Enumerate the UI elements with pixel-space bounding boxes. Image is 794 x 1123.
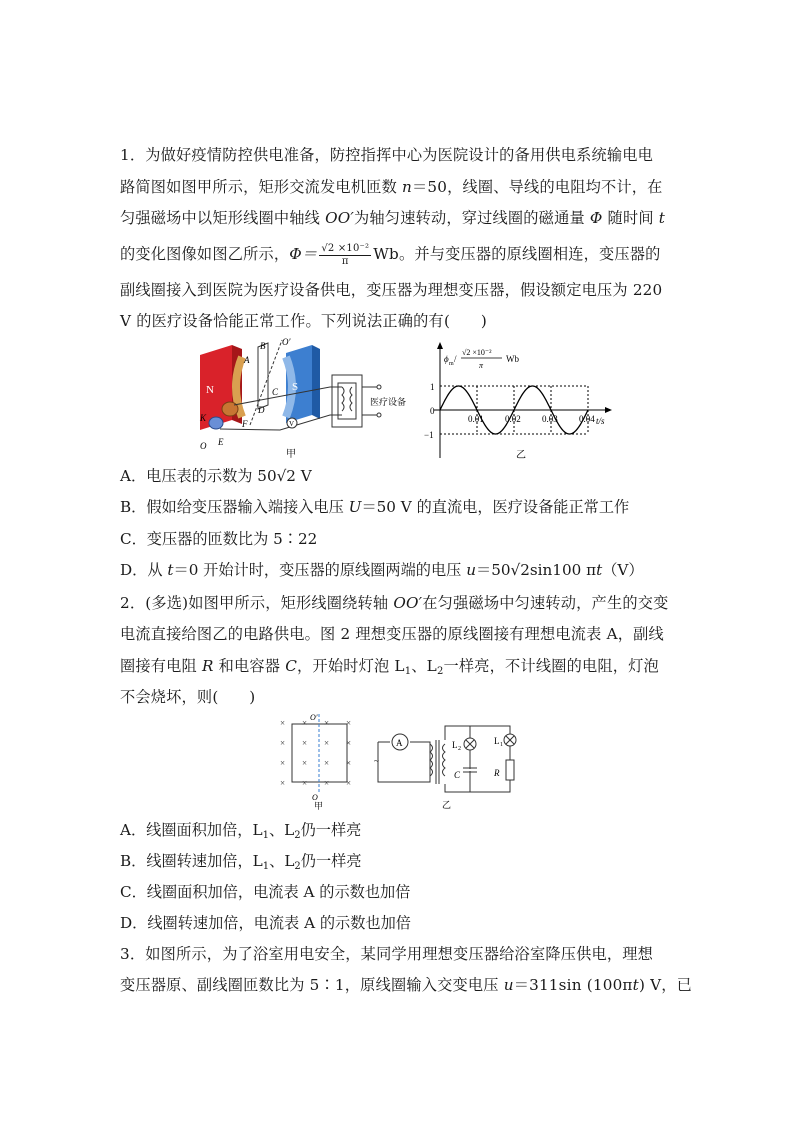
svg-text:2: 2 — [458, 746, 461, 752]
q2-option-d[interactable]: D．线圈转速加倍，电流表 A 的示数也加倍 — [120, 914, 411, 932]
q1-line-2: 路简图如图甲所示，矩形交流发电机匝数 n＝50，线圈、导线的电阻均不计，在 — [120, 178, 663, 196]
q1-line-6: V 的医疗设备恰能正常工作。下列说法正确的有( ) — [120, 312, 487, 330]
q2-line-1: 2．(多选)如图甲所示，矩形线圈绕转轴 OO′在匀强磁场中匀速转动，产生的交变 — [120, 594, 669, 612]
field-x-mark: × — [302, 778, 308, 788]
caption-jia-2: 甲 — [314, 801, 324, 810]
label-s: S — [292, 381, 299, 393]
svg-text:B: B — [260, 341, 266, 351]
q2-option-c[interactable]: C．线圈面积加倍，电流表 A 的示数也加倍 — [120, 883, 411, 901]
flux-graph — [420, 340, 620, 465]
circuit-figure — [370, 712, 530, 812]
field-x-mark: × — [324, 738, 330, 748]
coil-field-figure — [272, 710, 362, 810]
svg-text:−1: −1 — [424, 430, 434, 440]
svg-text:0.03: 0.03 — [542, 414, 558, 424]
q1-option-c[interactable]: C．变压器的匝数比为 5∶22 — [120, 530, 318, 548]
q3-line-2: 变压器原、副线圈匝数比为 5∶1，原线圈输入交变电压 u＝311sin (100πt) V，已 — [120, 976, 693, 994]
svg-text:F: F — [242, 419, 248, 429]
svg-text:ϕ: ϕ — [444, 354, 449, 364]
svg-text:1: 1 — [430, 382, 435, 392]
svg-text:C: C — [272, 387, 279, 397]
field-x-mark: × — [346, 738, 352, 748]
svg-text:E: E — [218, 437, 224, 447]
flux-fraction: $\frac{\text{√2 ×10⁻²}}{\pi}$ — [321, 242, 370, 267]
field-x-mark: × — [280, 778, 286, 788]
svg-text:0.04: 0.04 — [579, 414, 595, 424]
field-x-mark: × — [302, 738, 308, 748]
svg-text:A: A — [244, 355, 250, 365]
svg-text:√2 ×10⁻²: √2 ×10⁻² — [462, 348, 492, 357]
q2-option-a[interactable]: A．线圈面积加倍，$L_1$、$L_2$仍一样亮 — [120, 821, 362, 841]
svg-text:A: A — [396, 738, 403, 748]
field-x-mark: × — [346, 758, 352, 768]
field-x-mark: × — [280, 758, 286, 768]
svg-text:t/s: t/s — [596, 416, 605, 426]
svg-text:C: C — [454, 770, 461, 780]
q1-line-1: 1．为做好疫情防控供电准备，防控指挥中心为医院设计的备用供电系统输电电 — [120, 146, 654, 164]
field-x-mark: × — [346, 778, 352, 788]
svg-text:K: K — [200, 413, 207, 423]
caption-jia: 甲 — [286, 449, 296, 460]
svg-text:0.01: 0.01 — [468, 414, 484, 424]
q3-line-1: 3．如图所示，为了浴室用电安全，某同学用理想变压器给浴室降压供电，理想 — [120, 945, 654, 963]
q1-option-b[interactable]: B．假如给变压器输入端接入电压 U＝50 V 的直流电，医疗设备能正常工作 — [120, 498, 630, 516]
q1-line-4: 的变化图像如图乙所示，Φ＝ $\frac{\text{√2 ×10⁻²}}{\pi}$ Wb。并与变压器的原线圈相连，变压器的 — [120, 242, 661, 267]
svg-text:m: m — [449, 361, 454, 367]
field-x-mark: × — [324, 758, 330, 768]
svg-text:/: / — [454, 354, 457, 364]
resistor-icon — [506, 760, 514, 780]
svg-text:0.02: 0.02 — [505, 414, 521, 424]
q2-line-4: 不会烧坏，则( ) — [120, 688, 256, 706]
svg-text:O′: O′ — [282, 337, 291, 347]
field-x-mark: × — [346, 718, 352, 728]
q2-line-2: 电流直接给图乙的电路供电。图 2 理想变压器的原线圈接有理想电流表 A，副线 — [120, 625, 664, 643]
svg-text:Wb: Wb — [506, 354, 519, 364]
field-x-mark: × — [280, 738, 286, 748]
q2-line-3: 圈接有电阻 R 和电容器 C，开始时灯泡 $L_1$、$L_2$一样亮，不计线圈的电阻，灯泡 — [120, 657, 659, 677]
field-x-mark: × — [324, 718, 330, 728]
svg-text:0: 0 — [430, 406, 435, 416]
q1-line-5: 副线圈接入到医院为医疗设备供电，变压器为理想变压器，假设额定电压为 220 — [120, 281, 663, 299]
coil-rect — [292, 724, 347, 782]
svg-text:π: π — [479, 361, 484, 370]
field-x-mark: × — [280, 718, 286, 728]
caption-yi: 乙 — [516, 450, 526, 461]
q2-option-b[interactable]: B．线圈转速加倍，$L_1$、$L_2$仍一样亮 — [120, 852, 362, 872]
caption-yi-2: 乙 — [442, 800, 452, 810]
svg-text:L: L — [452, 740, 458, 750]
q1-option-d[interactable]: D．从 t＝0 开始计时，变压器的原线圈两端的电压 u＝50√2sin100 πt（V） — [120, 561, 644, 579]
svg-text:R: R — [494, 768, 500, 778]
svg-text:1: 1 — [500, 742, 503, 748]
svg-text:D: D — [258, 405, 265, 415]
generator-figure — [190, 335, 410, 460]
svg-text:O′: O′ — [310, 713, 318, 722]
svg-text:L: L — [494, 736, 500, 746]
field-x-mark: × — [324, 778, 330, 788]
field-x-mark: × — [302, 718, 308, 728]
svg-text:V: V — [289, 420, 295, 428]
q1-option-a[interactable]: A．电压表的示数为 50√2 V — [120, 467, 312, 485]
q1-line-3: 匀强磁场中以矩形线圈中轴线 OO′为轴匀速转动，穿过线圈的磁通量 Φ 随时间 t — [120, 209, 666, 227]
svg-text:O: O — [312, 793, 318, 802]
field-x-mark: × — [302, 758, 308, 768]
device-label: 医疗设备 — [370, 397, 407, 407]
svg-text:~: ~ — [374, 756, 379, 766]
label-n: N — [206, 384, 214, 396]
svg-text:O: O — [200, 441, 207, 451]
